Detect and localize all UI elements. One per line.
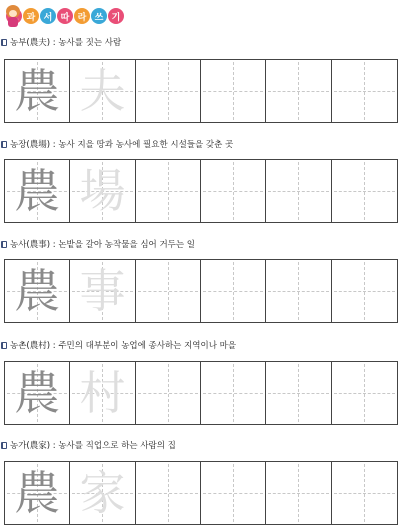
- writing-cell[interactable]: [5, 462, 70, 524]
- book-icon: [1, 141, 7, 148]
- writing-grid-row: [4, 159, 398, 223]
- word-definition-text: 농부(農夫) : 농사를 짓는 사람: [10, 38, 122, 48]
- model-hanja: 農: [14, 64, 61, 118]
- logo-syllable: 라: [74, 8, 90, 24]
- writing-cell[interactable]: [266, 362, 331, 424]
- writing-cell[interactable]: [266, 60, 331, 122]
- word-definition: [1, 137, 233, 151]
- writing-cell[interactable]: [5, 362, 70, 424]
- logo-syllable: 과: [23, 8, 39, 24]
- model-hanja: 農: [14, 366, 61, 420]
- writing-cell[interactable]: [201, 60, 266, 122]
- writing-cell[interactable]: [70, 160, 135, 222]
- writing-cell[interactable]: [332, 362, 397, 424]
- writing-cell[interactable]: [70, 60, 135, 122]
- word-definition-text: 농촌(農村) : 주민의 대부분이 농업에 종사하는 지역이나 마을: [10, 341, 237, 351]
- trace-hanja: 家: [79, 466, 126, 520]
- model-hanja: 農: [14, 466, 61, 520]
- writing-cell[interactable]: [136, 462, 201, 524]
- logo-syllable: 서: [40, 8, 56, 24]
- writing-cell[interactable]: [5, 260, 70, 322]
- writing-cell[interactable]: [266, 260, 331, 322]
- model-hanja: 農: [14, 164, 61, 218]
- writing-cell[interactable]: [70, 362, 135, 424]
- writing-cell[interactable]: [266, 160, 331, 222]
- word-definition: [1, 338, 236, 352]
- writing-cell[interactable]: [136, 160, 201, 222]
- writing-cell[interactable]: [201, 362, 266, 424]
- writing-cell[interactable]: [5, 160, 70, 222]
- logo-syllable: 쓰: [91, 8, 107, 24]
- word-definition-text: 농가(農家) : 농사를 직업으로 하는 사람의 집: [10, 441, 176, 451]
- writing-cell[interactable]: [266, 462, 331, 524]
- writing-cell[interactable]: [5, 60, 70, 122]
- writing-cell[interactable]: [70, 260, 135, 322]
- word-definition: [1, 35, 121, 49]
- writing-cell[interactable]: [136, 60, 201, 122]
- trace-hanja: 事: [79, 264, 126, 318]
- word-definition: [1, 438, 176, 452]
- model-hanja: 農: [14, 264, 61, 318]
- word-definition-text: 농사(農事) : 논밭을 갈아 농작물을 심어 거두는 일: [10, 240, 195, 250]
- book-icon: [1, 442, 7, 449]
- logo: [4, 3, 124, 29]
- word-definition: [1, 237, 195, 251]
- book-icon: [1, 241, 7, 248]
- writing-cell[interactable]: [70, 462, 135, 524]
- logo-syllable: 따: [57, 8, 73, 24]
- writing-cell[interactable]: [136, 260, 201, 322]
- writing-grid-row: [4, 59, 398, 123]
- trace-hanja: 場: [79, 164, 126, 218]
- writing-cell[interactable]: [332, 462, 397, 524]
- writing-cell[interactable]: [201, 462, 266, 524]
- logo-syllable: 기: [108, 8, 124, 24]
- trace-hanja: 村: [79, 366, 126, 420]
- writing-cell[interactable]: [332, 160, 397, 222]
- writing-cell[interactable]: [136, 362, 201, 424]
- writing-cell[interactable]: [332, 60, 397, 122]
- writing-grid-row: [4, 259, 398, 323]
- word-definition-text: 농장(農場) : 농사 지을 땅과 농사에 필요한 시설들을 갖춘 곳: [10, 140, 234, 150]
- writing-cell[interactable]: [201, 260, 266, 322]
- trace-hanja: 夫: [79, 64, 126, 118]
- book-icon: [1, 39, 7, 46]
- writing-cell[interactable]: [332, 260, 397, 322]
- logo-title: [6, 8, 124, 24]
- writing-grid-row: [4, 461, 398, 525]
- writing-cell[interactable]: [201, 160, 266, 222]
- writing-grid-row: [4, 361, 398, 425]
- book-icon: [1, 342, 7, 349]
